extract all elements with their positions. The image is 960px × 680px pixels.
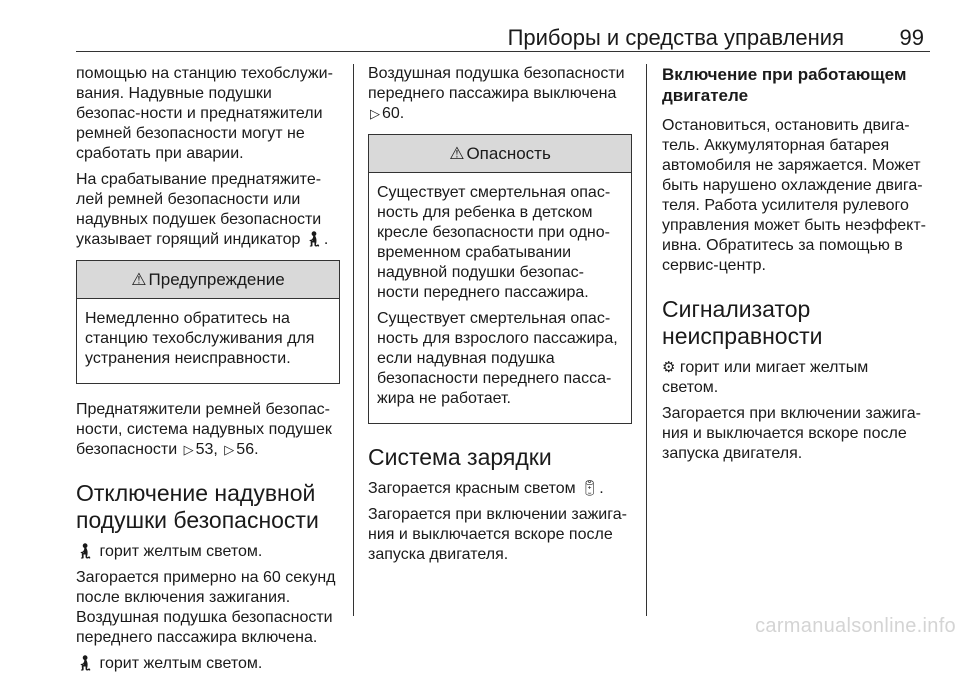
column-3 — [662, 64, 926, 470]
battery-icon: 🔋︎ — [580, 480, 600, 497]
paragraph: Преднатяжители ремней безопас-ности, система надувных подушек безопасности ▷ 53, ▷ 56. — [76, 401, 332, 458]
reference-arrow-icon: ▷ — [224, 442, 235, 457]
page-number: 99 — [899, 25, 924, 50]
paragraph: Воздушная подушка безопасности переднего пассажира выключена ▷ 60. — [368, 65, 625, 122]
page-header — [0, 0, 960, 50]
danger-box-body — [369, 173, 631, 423]
column-2 — [368, 64, 632, 571]
paragraph: 🧎︎ горит желтым светом. — [76, 655, 263, 672]
paragraph: Загорается примерно на 60 секунд после включения зажигания. Воздушная подушка безопасности переднего пассажира включена. — [76, 569, 336, 646]
paragraph: Загорается при включении зажига-ния и выключается вскоре после запуска двигателя. — [368, 506, 627, 563]
paragraph: помощью на станцию техобслужи-вания. Надувные подушки безопас-ности и преднатяжители ремней безопасности могут не сработать при аварии. — [76, 65, 333, 162]
warning-box-body — [77, 299, 339, 383]
reference-arrow-icon: ▷ — [370, 106, 380, 121]
paragraph: Остановиться, остановить двига-тель. Аккумуляторная батарея автомобиля не заряжается. Может быть нарушено охлаждение двига-теля. Работа усилителя рулевого управления может быть неэффект-ивна. Обратитесь за помощью в сервис-центр. — [662, 117, 927, 274]
warning-triangle-icon: ⚠ — [131, 270, 147, 289]
paragraph: ⚙︎ горит или мигает желтым светом. — [662, 359, 869, 396]
subsection-heading: Включение при работающем двигателе — [662, 65, 907, 105]
danger-text: Существует смертельная опас-ность для взрослого пассажира, если надувная подушка безопасности переднего пасса-жира не работает. — [377, 310, 618, 407]
section-heading: Сигнализатор неисправности — [662, 296, 823, 349]
paragraph: 🧎︎ горит желтым светом. — [76, 543, 263, 560]
warning-text: Немедленно обратитесь на станцию техобслуживания для устранения неисправности. — [85, 310, 315, 367]
section-heading: Отключение надувной подушки безопасности — [76, 480, 319, 533]
page-reference[interactable]: 53 — [195, 441, 214, 458]
column-divider-2 — [646, 64, 647, 616]
column-1 — [76, 64, 340, 680]
header-title: Приборы и средства управления — [507, 25, 844, 50]
page-reference[interactable]: 56 — [236, 441, 255, 458]
airbag-off-crossed-icon: 🧎︎ — [76, 655, 96, 672]
danger-text: Существует смертельная опас-ность для ребенка в детском кресле безопасности при одно-временном срабатывании надувной подушки безопас-ности переднего пассажира. — [377, 184, 611, 301]
warning-triangle-icon: ⚠ — [449, 144, 465, 163]
page-reference[interactable]: 60 — [382, 105, 400, 122]
warning-box — [76, 260, 340, 384]
danger-box — [368, 134, 632, 424]
paragraph: Загорается красным светом 🔋︎. — [368, 480, 604, 497]
engine-check-icon: ⚙︎ — [662, 359, 676, 376]
airbag-off-icon: 🧎︎ — [76, 543, 96, 560]
paragraph: Загорается при включении зажига-ния и выключается вскоре после запуска двигателя. — [662, 405, 921, 462]
section-heading: Система зарядки — [368, 444, 552, 470]
warning-box-title: ⚠ Предупреждение — [77, 261, 339, 299]
column-divider-1 — [353, 64, 354, 616]
watermark: carmanualsonline.info — [755, 615, 956, 637]
reference-arrow-icon: ▷ — [183, 442, 194, 457]
danger-box-title: ⚠ Опасность — [369, 135, 631, 173]
paragraph: На срабатывание преднатяжите-лей ремней безопасности или надувных подушек безопасности указывает горящий индикатор 🧎︎. — [76, 171, 329, 248]
airbag-indicator-icon: 🧎︎ — [304, 231, 324, 248]
header-divider — [76, 51, 930, 52]
